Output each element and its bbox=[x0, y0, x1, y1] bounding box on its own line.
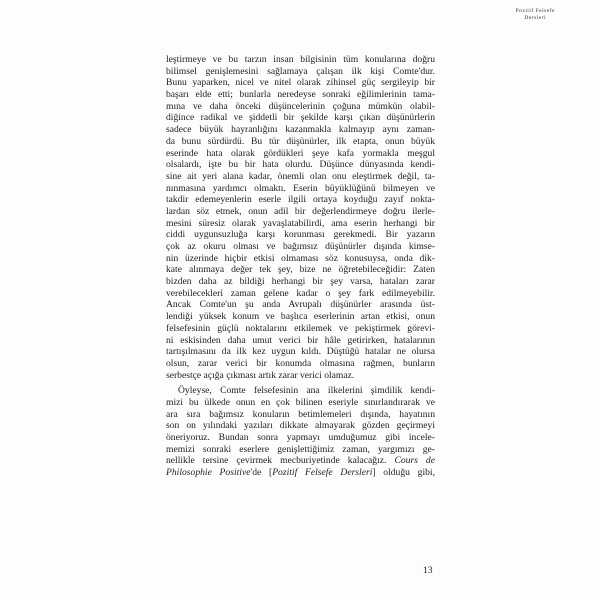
page-number: 13 bbox=[423, 565, 433, 576]
paragraph-1-line: kate alınmaya değer tek şey, bize ne öğretebileceğidir: Zaten bbox=[166, 264, 435, 276]
paragraph-1-line: olsun, zarar verici bir konumda olmasına rağmen, bunların bbox=[166, 357, 435, 369]
paragraph-1-line: sine ait yeri alana kadar, önemli olan onu eleştirmek değil, ta- bbox=[166, 170, 435, 182]
paragraph-2-line: ara sıra bağımsız konuların betimlemeleri dışında, hayatının bbox=[166, 408, 435, 420]
paragraph-1-line: sadece büyük hayranlığını kazanmakla kalmayıp aynı zaman- bbox=[166, 124, 435, 136]
paragraph-2-line: son on yılındaki yazıları dikkate almayarak gözden geçirmeyi bbox=[166, 420, 435, 432]
paragraph-1-line: ni eskisinden daha umut verici bir hâle getirirken, hatalarının bbox=[166, 334, 435, 346]
paragraph-2-line: mizi bu ülkede onun en çok bilinen eseriyle sınırlandırarak ve bbox=[166, 396, 435, 408]
paragraph-1-line: felsefesinin güçlü noktalarını etkilemek ve pekiştirmek görevi- bbox=[166, 322, 435, 334]
italic-title-tr: Pozitif Felsefe Dersleri bbox=[272, 467, 373, 479]
paragraph-2-line: öneriyoruz. Bundan sonra yapmayı umduğumuz gibi incele- bbox=[166, 432, 435, 443]
paragraph-1-line: da bunu sürdürdü. Bu tür düşünürler, ilk etapta, onun büyük bbox=[166, 135, 435, 147]
paragraph-2-text: nellikle tersine çevirmek mecburiyetinde kalacağız. bbox=[166, 455, 387, 467]
paragraph-1-line: diğince radikal ve şiddetli bir şekilde karşı çıkan düşünürlerin bbox=[166, 112, 435, 124]
paragraph-1-line: leştirmeye ve bu tarzın insan bilgisinin tüm konularına doğru bbox=[166, 54, 435, 65]
paragraph-1-line: Bunu yaparken, nicel ve nitel olarak zihinsel güç sergileyip bir bbox=[166, 77, 435, 89]
paragraph-1-line: çok az okuru olması ve bağımsız düşünürler dışında kimse- bbox=[166, 241, 435, 252]
paragraph-1-line: verebilecekleri zaman gelene kadar o şey fark edilmeyebilir. bbox=[166, 287, 435, 299]
italic-title-fragment: Cours de bbox=[394, 455, 435, 467]
body-text bbox=[166, 54, 435, 479]
paragraph-1-line: bilimsel genişlemesini sağlamaya çalışan ilk kişi Comte'dur. bbox=[166, 65, 435, 77]
running-header-line-2: Dersleri bbox=[524, 15, 547, 21]
suffix-end: ] olduğu gibi, bbox=[372, 467, 435, 479]
paragraph-1-line: nin üzerinde hiçbir etkisi olmaması söz konusuysa, onda dik- bbox=[166, 252, 435, 264]
paragraph-2-line bbox=[166, 455, 435, 467]
paragraph-1-line: bizden daha az bildiği herhangi bir şey varsa, hataları zarar bbox=[166, 276, 435, 288]
paragraph-1-line: mesini süresiz olarak yavaşlatabilirdi, ama eserin herhangi bir bbox=[166, 217, 435, 229]
paragraph-1-line: serbestçe açığa çıkması artık zarar verici olamaz. bbox=[166, 369, 355, 381]
paragraph-1-line: olsalardı, işte bu bir hata olurdu. Düşünce dünyasında kendi- bbox=[166, 159, 435, 171]
paragraph-1-line: ciddi uygunsuzluğa karşı korunması gerekmedi. Bir yazarın bbox=[166, 229, 435, 241]
paragraph-2-line: Öyleyse, Comte felsefesinin ana ilkelerini şimdilik kendi- bbox=[178, 385, 435, 397]
suffix-de: 'de [ bbox=[250, 467, 273, 479]
paragraph-2-line: memizi sonraki eserlere genişlettiğimiz zaman, yargımızı ge- bbox=[166, 443, 435, 455]
paragraph-2 bbox=[166, 385, 435, 455]
paragraph-1-line: mına ve daha önceki düşüncelerinin çoğuna mümkün olabil- bbox=[166, 100, 435, 112]
italic-title: Philosophie Positive bbox=[166, 467, 251, 479]
paragraph-2-line bbox=[166, 467, 435, 479]
paragraph-1-line: Ancak Comte'un şu anda Avrupalı düşünürler arasında üst- bbox=[166, 299, 435, 311]
running-header bbox=[516, 8, 555, 22]
paragraph-1-line: lendiği yüksek konum ve başlıca eserlerinin artan etkisi, onun bbox=[166, 311, 435, 323]
paragraph-1-line: takdir edemeyenlerin eserle ilgili ortaya koyduğu zayıf nokta- bbox=[166, 194, 435, 206]
paragraph-1-line: tartışılmasını da ilk kez uygun kıldı. Düştüğü hatalar ne olursa bbox=[166, 346, 435, 358]
running-header-line-1: Pozitif Felsefe bbox=[515, 8, 555, 14]
paragraph-1-line: başarı elde etti; bunlarla neredeyse sonraki eğilimlerinin tama- bbox=[166, 89, 435, 101]
paragraph-1-line: nınmasına yardımcı olmaktı. Eserin büyüklüğünü bilmeyen ve bbox=[166, 182, 435, 194]
paragraph-1-line: lardan söz etmek, onun adil bir değerlendirmeye doğru ilerle- bbox=[166, 205, 435, 217]
paragraph-1 bbox=[166, 54, 435, 381]
paragraph-1-line: eserinde hata olarak gördükleri şeye kafa yormakla meşgul bbox=[166, 147, 435, 159]
